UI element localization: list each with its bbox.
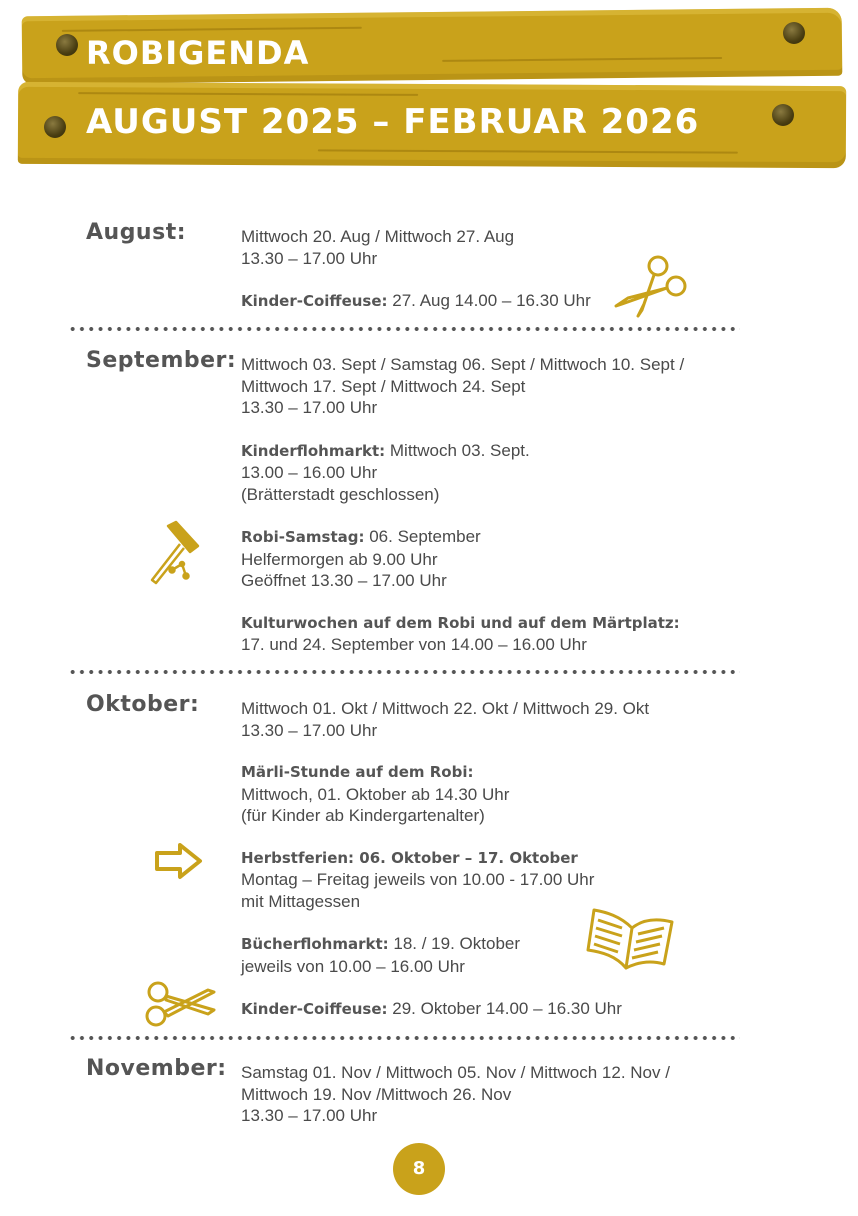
november-dates-2: Mittwoch 19. Nov /Mittwoch 26. Nov — [241, 1084, 512, 1104]
scissors-icon — [142, 978, 218, 1030]
oktober-herbst-line2: Montag – Freitag jeweils von 10.00 - 17.00 Uhr — [241, 870, 595, 889]
august-dates: Mittwoch 20. Aug / Mittwoch 27. Aug — [241, 227, 515, 246]
scissors-icon — [612, 252, 688, 320]
page-title: ROBIGENDA — [86, 34, 310, 72]
september-time: 13.30 – 17.00 Uhr — [241, 398, 378, 417]
september-kultur-text: 17. und 24. September von 14.00 – 16.00 Uhr — [241, 635, 587, 654]
oktober-maerli-line2: Mittwoch, 01. Oktober ab 14.30 Uhr — [241, 784, 510, 804]
september-dates-1: Mittwoch 03. Sept / Samstag 06. Sept / Mittwoch 10. Sept / — [241, 355, 685, 374]
month-label-august: August: — [86, 220, 187, 245]
wood-grain — [62, 27, 362, 32]
august-coiffeuse-text: 27. Aug 14.00 – 16.30 Uhr — [387, 291, 591, 310]
september-kultur-label: Kulturwochen auf dem Robi und auf dem Märtplatz: — [241, 613, 680, 632]
oktober-time: 13.30 – 17.00 Uhr — [241, 720, 378, 740]
september-samstag-line3: Geöffnet 13.30 – 17.00 Uhr — [241, 571, 447, 590]
wood-grain — [442, 57, 722, 62]
nail-icon — [772, 104, 794, 126]
nail-icon — [783, 22, 805, 44]
november-schedule — [241, 1062, 670, 1127]
september-samstag — [241, 526, 684, 549]
september-flohmarkt-note: (Brätterstadt geschlossen) — [241, 484, 440, 504]
open-book-icon — [586, 906, 678, 978]
september-flohmarkt-label: Kinderflohmarkt: — [241, 441, 386, 460]
november-dates-1: Samstag 01. Nov / Mittwoch 05. Nov / Mittwoch 12. Nov / — [241, 1063, 670, 1082]
oktober-buecher-text: 18. / 19. Oktober — [388, 934, 521, 953]
oktober-buecher-line2: jeweils von 10.00 – 16.00 Uhr — [241, 956, 465, 976]
dotted-divider — [68, 1035, 740, 1041]
hammer-icon — [146, 520, 204, 588]
nail-icon — [56, 34, 78, 56]
page-number: 8 — [393, 1143, 445, 1195]
month-label-november: November: — [86, 1056, 227, 1081]
september-samstag-text: 06. September — [364, 527, 481, 546]
month-label-oktober: Oktober: — [86, 692, 200, 717]
oktober-dates: Mittwoch 01. Okt / Mittwoch 22. Okt / Mittwoch 29. Okt — [241, 699, 650, 718]
dotted-divider — [68, 669, 740, 675]
september-flohmarkt-time: 13.00 – 16.00 Uhr — [241, 463, 378, 482]
november-time: 13.30 – 17.00 Uhr — [241, 1106, 378, 1125]
page-subtitle: AUGUST 2025 – FEBRUAR 2026 — [86, 102, 700, 142]
august-time: 13.30 – 17.00 Uhr — [241, 248, 378, 268]
oktober-maerli-line3: (für Kinder ab Kindergartenalter) — [241, 806, 485, 825]
august-coiffeuse-label: Kinder-Coiffeuse: — [241, 292, 388, 310]
oktober-buecher-label: Bücherflohmarkt: — [241, 935, 389, 953]
september-samstag-label: Robi-Samstag: — [241, 528, 365, 546]
oktober-coiffeuse-text: 29. Oktober 14.00 – 16.30 Uhr — [387, 999, 622, 1018]
september-flohmarkt — [241, 440, 684, 463]
september-samstag-line2: Helfermorgen ab 9.00 Uhr — [241, 549, 438, 569]
august-schedule — [241, 226, 591, 313]
september-flohmarkt-text: Mittwoch 03. Sept. — [385, 440, 530, 460]
oktober-coiffeuse — [241, 998, 649, 1021]
dotted-divider — [68, 326, 740, 332]
month-label-september: September: — [86, 348, 237, 373]
arrow-right-icon — [154, 842, 204, 880]
oktober-coiffeuse-label: Kinder-Coiffeuse: — [241, 1000, 388, 1018]
wood-grain — [318, 149, 738, 153]
september-dates-2: Mittwoch 17. Sept / Mittwoch 24. Sept — [241, 376, 526, 396]
september-schedule — [241, 354, 684, 656]
wood-grain — [78, 92, 418, 96]
oktober-herbst-line3: mit Mittagessen — [241, 891, 361, 911]
oktober-herbst-label: Herbstferien: 06. Oktober – 17. Oktober — [241, 848, 578, 867]
nail-icon — [44, 116, 66, 138]
august-coiffeuse — [241, 290, 591, 313]
oktober-maerli-label: Märli-Stunde auf dem Robi: — [241, 763, 474, 781]
